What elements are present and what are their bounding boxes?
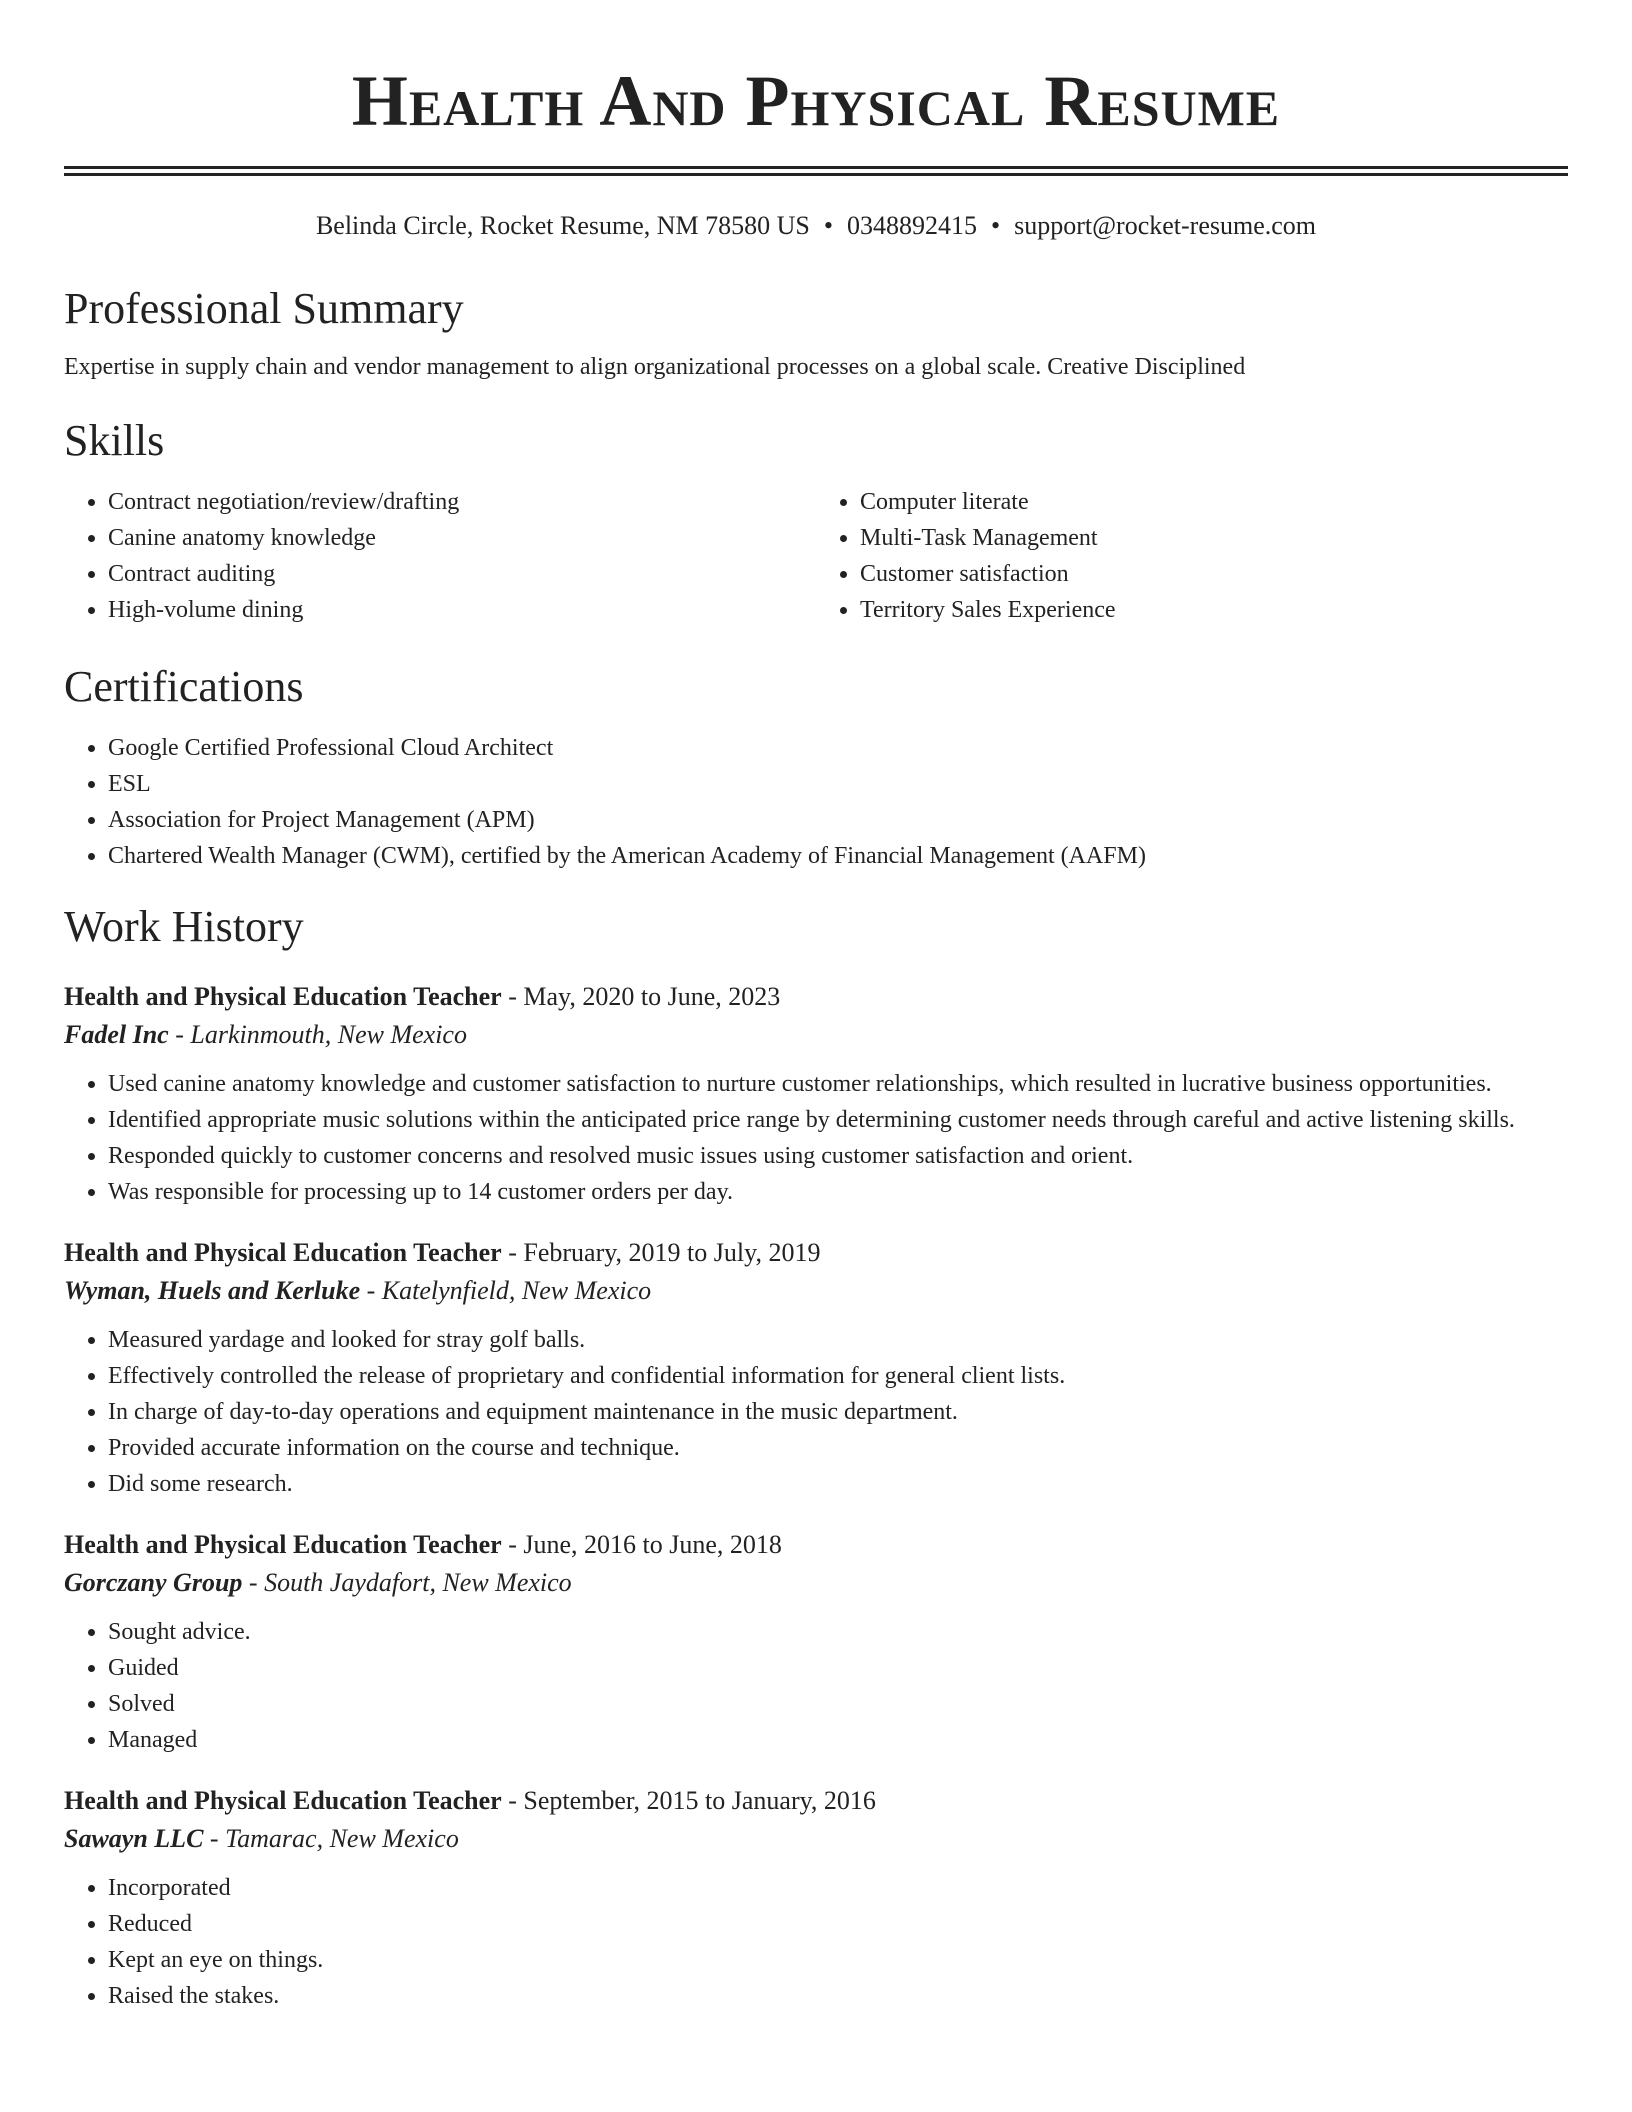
skill-item: • Customer satisfaction	[860, 556, 1568, 592]
job-location: - Larkinmouth, New Mexico	[168, 1020, 467, 1049]
certification-item: • Google Certified Professional Cloud Architect	[108, 730, 1568, 766]
job-bullets	[64, 1066, 1568, 1210]
job-title-line	[64, 978, 1568, 1016]
job-bullet: • Provided accurate information on the course and technique.	[108, 1430, 1568, 1466]
job-title-line	[64, 1782, 1568, 1820]
job-company-line	[64, 1820, 1568, 1858]
skill-item: • Multi-Task Management	[860, 520, 1568, 556]
job-bullet: • Responded quickly to customer concerns and resolved music issues using customer satisfaction and orient.	[108, 1138, 1568, 1174]
job-role: Health and Physical Education Teacher	[64, 1530, 502, 1559]
job-dates: - May, 2020 to June, 2023	[501, 982, 781, 1011]
skill-item: • Computer literate	[860, 484, 1568, 520]
job-bullets	[64, 1614, 1568, 1758]
job-bullet: • Guided	[108, 1650, 1568, 1686]
job-title-line	[64, 1526, 1568, 1564]
job-entry	[64, 1234, 1568, 1502]
job-location: - South Jaydafort, New Mexico	[242, 1568, 572, 1597]
skill-item: • Contract negotiation/review/drafting	[108, 484, 816, 520]
resume-title: Health And Physical Resume	[351, 61, 1281, 141]
job-company: Sawayn LLC	[64, 1824, 204, 1853]
summary-heading: Professional Summary	[64, 284, 464, 333]
title-divider	[64, 166, 1568, 176]
job-company-line	[64, 1564, 1568, 1602]
contact-separator: •	[991, 211, 1001, 240]
job-location: - Katelynfield, New Mexico	[360, 1276, 652, 1305]
skills-grid	[64, 484, 1568, 628]
job-entry	[64, 1526, 1568, 1758]
skill-item: • Canine anatomy knowledge	[108, 520, 816, 556]
job-company: Wyman, Huels and Kerluke	[64, 1276, 361, 1305]
skills-column-left	[64, 484, 816, 628]
skills-list-right	[816, 484, 1568, 628]
skills-list-left	[64, 484, 816, 628]
certifications-heading: Certifications	[64, 662, 304, 711]
skills-column-right	[816, 484, 1568, 628]
job-company: Gorczany Group	[64, 1568, 243, 1597]
job-company: Fadel Inc	[64, 1020, 169, 1049]
job-title-line	[64, 1234, 1568, 1272]
skill-item: • Contract auditing	[108, 556, 816, 592]
summary-text: Expertise in supply chain and vendor management to align organizational processes on a global scale. Creative Disciplined	[64, 354, 1246, 380]
certification-item: • Association for Project Management (APM)	[108, 802, 1568, 838]
skill-item: • High-volume dining	[108, 592, 816, 628]
certifications-list	[64, 730, 1568, 874]
contact-phone: 0348892415	[847, 211, 977, 240]
job-entry	[64, 978, 1568, 1210]
job-location: - Tamarac, New Mexico	[203, 1824, 459, 1853]
contact-line	[64, 210, 1568, 242]
contact-email: support@rocket-resume.com	[1014, 211, 1317, 240]
contact-address: Belinda Circle, Rocket Resume, NM 78580 US	[315, 211, 810, 240]
job-bullet: • Solved	[108, 1686, 1568, 1722]
job-entry	[64, 1782, 1568, 2014]
job-role: Health and Physical Education Teacher	[64, 1238, 502, 1267]
work-history-heading: Work History	[64, 902, 304, 951]
job-dates: - June, 2016 to June, 2018	[501, 1530, 782, 1559]
job-bullet: • Incorporated	[108, 1870, 1568, 1906]
job-bullet: • Sought advice.	[108, 1614, 1568, 1650]
skill-item: • Territory Sales Experience	[860, 592, 1568, 628]
job-role: Health and Physical Education Teacher	[64, 1786, 502, 1815]
job-bullet: • In charge of day-to-day operations and equipment maintenance in the music department.	[108, 1394, 1568, 1430]
job-role: Health and Physical Education Teacher	[64, 982, 502, 1011]
job-bullet: • Reduced	[108, 1906, 1568, 1942]
job-company-line	[64, 1272, 1568, 1310]
job-dates: - February, 2019 to July, 2019	[501, 1238, 821, 1267]
skills-heading: Skills	[64, 416, 165, 465]
job-bullets	[64, 1322, 1568, 1502]
job-bullet: • Raised the stakes.	[108, 1978, 1568, 2014]
certification-item: • ESL	[108, 766, 1568, 802]
job-bullet: • Identified appropriate music solutions within the anticipated price range by determining customer needs through careful and active listening skills.	[108, 1102, 1568, 1138]
job-bullets	[64, 1870, 1568, 2014]
certification-item: • Chartered Wealth Manager (CWM), certified by the American Academy of Financial Management (AAFM)	[108, 838, 1568, 874]
job-bullet: • Kept an eye on things.	[108, 1942, 1568, 1978]
job-bullet: • Managed	[108, 1722, 1568, 1758]
job-dates: - September, 2015 to January, 2016	[501, 1786, 876, 1815]
job-company-line	[64, 1016, 1568, 1054]
job-bullet: • Used canine anatomy knowledge and customer satisfaction to nurture customer relationships, which resulted in lucrative business opportunities.	[108, 1066, 1568, 1102]
job-bullet: • Effectively controlled the release of proprietary and confidential information for general client lists.	[108, 1358, 1568, 1394]
job-bullet: • Was responsible for processing up to 14 customer orders per day.	[108, 1174, 1568, 1210]
job-bullet: • Measured yardage and looked for stray golf balls.	[108, 1322, 1568, 1358]
job-bullet: • Did some research.	[108, 1466, 1568, 1502]
contact-separator: •	[823, 211, 833, 240]
